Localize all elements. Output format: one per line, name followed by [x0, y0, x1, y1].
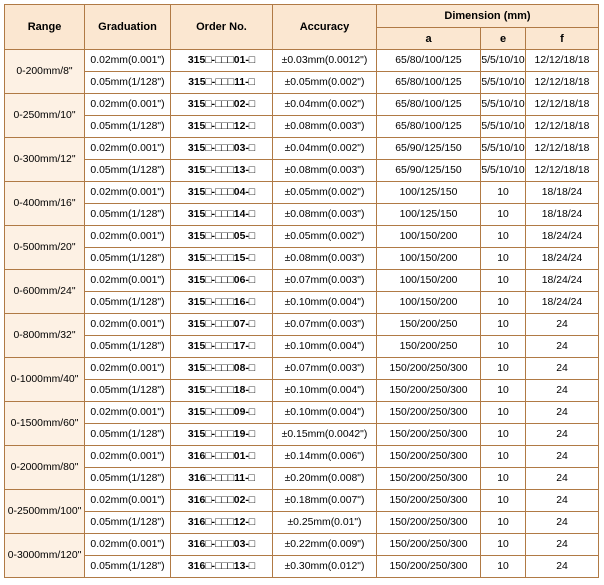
dimension-a-cell: 150/200/250/300 [377, 556, 481, 578]
dimension-a-cell: 150/200/250 [377, 314, 481, 336]
accuracy-cell: ±0.08mm(0.003") [273, 116, 377, 138]
accuracy-cell: ±0.07mm(0.003") [273, 314, 377, 336]
dimension-f-cell: 24 [526, 468, 599, 490]
dimension-e-cell: 10 [481, 292, 526, 314]
dimension-e-cell: 10 [481, 380, 526, 402]
dimension-e-cell: 10 [481, 226, 526, 248]
graduation-cell: 0.02mm(0.001") [85, 358, 171, 380]
dimension-f-header: f [526, 28, 599, 50]
table-row [5, 50, 599, 72]
table-row [5, 402, 599, 424]
dimension-e-cell: 10 [481, 270, 526, 292]
range-cell: 0-500mm/20" [5, 226, 85, 270]
table-body [5, 50, 599, 578]
dimension-e-cell: 5/5/10/10 [481, 160, 526, 182]
graduation-cell: 0.05mm(1/128") [85, 160, 171, 182]
range-cell: 0-300mm/12" [5, 138, 85, 182]
table-row [5, 226, 599, 248]
table-row [5, 116, 599, 138]
order-no-cell: 315□-□□□16-□ [171, 292, 273, 314]
dimension-f-cell: 12/12/18/18 [526, 72, 599, 94]
dimension-a-cell: 65/80/100/125 [377, 116, 481, 138]
dimension-a-cell: 150/200/250/300 [377, 490, 481, 512]
dimension-a-cell: 150/200/250/300 [377, 534, 481, 556]
graduation-cell: 0.05mm(1/128") [85, 556, 171, 578]
spec-table [4, 4, 599, 578]
table-row [5, 336, 599, 358]
dimension-a-cell: 100/150/200 [377, 226, 481, 248]
dimension-a-cell: 150/200/250/300 [377, 468, 481, 490]
dimension-e-cell: 10 [481, 336, 526, 358]
range-cell: 0-1000mm/40" [5, 358, 85, 402]
order-no-cell: 315□-□□□02-□ [171, 94, 273, 116]
graduation-cell: 0.05mm(1/128") [85, 248, 171, 270]
dimension-a-cell: 150/200/250/300 [377, 446, 481, 468]
order-no-cell: 315□-□□□11-□ [171, 72, 273, 94]
graduation-cell: 0.02mm(0.001") [85, 50, 171, 72]
range-cell: 0-800mm/32" [5, 314, 85, 358]
order-no-cell: 315□-□□□03-□ [171, 138, 273, 160]
accuracy-cell: ±0.04mm(0.002") [273, 94, 377, 116]
dimension-a-cell: 150/200/250/300 [377, 358, 481, 380]
range-cell: 0-250mm/10" [5, 94, 85, 138]
dimension-e-cell: 10 [481, 204, 526, 226]
range-cell: 0-3000mm/120" [5, 534, 85, 578]
graduation-cell: 0.02mm(0.001") [85, 490, 171, 512]
dimension-f-cell: 24 [526, 556, 599, 578]
dimension-f-cell: 12/12/18/18 [526, 160, 599, 182]
accuracy-cell: ±0.22mm(0.009") [273, 534, 377, 556]
order-no-cell: 316□-□□□02-□ [171, 490, 273, 512]
dimension-a-cell: 100/150/200 [377, 292, 481, 314]
dimension-f-cell: 24 [526, 402, 599, 424]
order-no-cell: 315□-□□□15-□ [171, 248, 273, 270]
dimension-e-cell: 10 [481, 446, 526, 468]
graduation-cell: 0.02mm(0.001") [85, 270, 171, 292]
table-row [5, 182, 599, 204]
dimension-a-cell: 150/200/250/300 [377, 380, 481, 402]
table-row [5, 534, 599, 556]
graduation-cell: 0.05mm(1/128") [85, 116, 171, 138]
dimension-a-cell: 65/90/125/150 [377, 138, 481, 160]
dimension-a-cell: 100/125/150 [377, 204, 481, 226]
dimension-f-cell: 24 [526, 314, 599, 336]
order-no-cell: 315□-□□□14-□ [171, 204, 273, 226]
order-no-cell: 316□-□□□13-□ [171, 556, 273, 578]
dimension-e-cell: 10 [481, 358, 526, 380]
accuracy-cell: ±0.25mm(0.01") [273, 512, 377, 534]
dimension-f-cell: 24 [526, 336, 599, 358]
dimension-a-header: a [377, 28, 481, 50]
dimension-f-cell: 18/24/24 [526, 270, 599, 292]
order-no-cell: 315□-□□□13-□ [171, 160, 273, 182]
graduation-cell: 0.05mm(1/128") [85, 468, 171, 490]
order-no-cell: 315□-□□□04-□ [171, 182, 273, 204]
range-cell: 0-2000mm/80" [5, 446, 85, 490]
accuracy-cell: ±0.10mm(0.004") [273, 380, 377, 402]
table-row [5, 204, 599, 226]
dimension-f-cell: 24 [526, 534, 599, 556]
dimension-f-cell: 18/18/24 [526, 204, 599, 226]
dimension-e-cell: 10 [481, 556, 526, 578]
dimension-a-cell: 100/150/200 [377, 248, 481, 270]
table-header [5, 5, 599, 50]
order-no-cell: 315□-□□□01-□ [171, 50, 273, 72]
dimension-a-cell: 65/80/100/125 [377, 72, 481, 94]
accuracy-cell: ±0.07mm(0.003") [273, 270, 377, 292]
order-no-cell: 315□-□□□09-□ [171, 402, 273, 424]
range-cell: 0-2500mm/100" [5, 490, 85, 534]
accuracy-cell: ±0.04mm(0.002") [273, 138, 377, 160]
accuracy-cell: ±0.15mm(0.0042") [273, 424, 377, 446]
dimension-e-header: e [481, 28, 526, 50]
order-no-cell: 315□-□□□17-□ [171, 336, 273, 358]
dimension-e-cell: 10 [481, 424, 526, 446]
dimension-e-cell: 5/5/10/10 [481, 116, 526, 138]
dimension-a-cell: 150/200/250/300 [377, 402, 481, 424]
dimension-a-cell: 150/200/250/300 [377, 512, 481, 534]
accuracy-cell: ±0.07mm(0.003") [273, 358, 377, 380]
table-row [5, 138, 599, 160]
dimension-e-cell: 5/5/10/10 [481, 138, 526, 160]
dimension-e-cell: 10 [481, 314, 526, 336]
graduation-cell: 0.05mm(1/128") [85, 336, 171, 358]
order-no-cell: 315□-□□□19-□ [171, 424, 273, 446]
order-no-header: Order No. [171, 5, 273, 50]
accuracy-cell: ±0.08mm(0.003") [273, 204, 377, 226]
dimension-f-cell: 24 [526, 512, 599, 534]
dimension-a-cell: 100/150/200 [377, 270, 481, 292]
table-row [5, 380, 599, 402]
range-cell: 0-200mm/8" [5, 50, 85, 94]
table-row [5, 490, 599, 512]
order-no-cell: 315□-□□□07-□ [171, 314, 273, 336]
accuracy-header: Accuracy [273, 5, 377, 50]
graduation-cell: 0.02mm(0.001") [85, 402, 171, 424]
dimension-f-cell: 12/12/18/18 [526, 116, 599, 138]
table-row [5, 446, 599, 468]
table-row [5, 314, 599, 336]
dimension-e-cell: 10 [481, 512, 526, 534]
dimension-a-cell: 65/90/125/150 [377, 160, 481, 182]
dimension-e-cell: 5/5/10/10 [481, 72, 526, 94]
dimension-e-cell: 10 [481, 402, 526, 424]
accuracy-cell: ±0.05mm(0.002") [273, 226, 377, 248]
dimension-a-cell: 100/125/150 [377, 182, 481, 204]
accuracy-cell: ±0.08mm(0.003") [273, 248, 377, 270]
accuracy-cell: ±0.30mm(0.012") [273, 556, 377, 578]
range-cell: 0-1500mm/60" [5, 402, 85, 446]
dimension-a-cell: 150/200/250 [377, 336, 481, 358]
accuracy-cell: ±0.10mm(0.004") [273, 402, 377, 424]
graduation-cell: 0.02mm(0.001") [85, 446, 171, 468]
dimension-f-cell: 12/12/18/18 [526, 94, 599, 116]
graduation-cell: 0.05mm(1/128") [85, 204, 171, 226]
order-no-cell: 316□-□□□03-□ [171, 534, 273, 556]
dimension-f-cell: 18/18/24 [526, 182, 599, 204]
accuracy-cell: ±0.10mm(0.004") [273, 336, 377, 358]
accuracy-cell: ±0.03mm(0.0012") [273, 50, 377, 72]
graduation-cell: 0.02mm(0.001") [85, 314, 171, 336]
graduation-cell: 0.05mm(1/128") [85, 72, 171, 94]
dimension-f-cell: 18/24/24 [526, 226, 599, 248]
order-no-cell: 315□-□□□05-□ [171, 226, 273, 248]
dimension-f-cell: 24 [526, 490, 599, 512]
range-header: Range [5, 5, 85, 50]
table-row [5, 160, 599, 182]
dimension-e-cell: 10 [481, 468, 526, 490]
order-no-cell: 316□-□□□11-□ [171, 468, 273, 490]
dimension-f-cell: 18/24/24 [526, 292, 599, 314]
dimension-f-cell: 24 [526, 358, 599, 380]
range-cell: 0-400mm/16" [5, 182, 85, 226]
order-no-cell: 315□-□□□18-□ [171, 380, 273, 402]
graduation-cell: 0.02mm(0.001") [85, 226, 171, 248]
order-no-cell: 316□-□□□01-□ [171, 446, 273, 468]
graduation-cell: 0.02mm(0.001") [85, 138, 171, 160]
order-no-cell: 316□-□□□12-□ [171, 512, 273, 534]
dimension-e-cell: 10 [481, 182, 526, 204]
accuracy-cell: ±0.20mm(0.008") [273, 468, 377, 490]
dimension-f-cell: 12/12/18/18 [526, 50, 599, 72]
dimension-a-cell: 65/80/100/125 [377, 94, 481, 116]
table-row [5, 424, 599, 446]
graduation-cell: 0.02mm(0.001") [85, 94, 171, 116]
graduation-cell: 0.05mm(1/128") [85, 380, 171, 402]
dimension-e-cell: 10 [481, 248, 526, 270]
graduation-cell: 0.02mm(0.001") [85, 534, 171, 556]
dimension-e-cell: 10 [481, 534, 526, 556]
range-cell: 0-600mm/24" [5, 270, 85, 314]
table-row [5, 468, 599, 490]
dimension-f-cell: 18/24/24 [526, 248, 599, 270]
dimension-e-cell: 5/5/10/10 [481, 94, 526, 116]
table-row [5, 292, 599, 314]
dimension-a-cell: 150/200/250/300 [377, 424, 481, 446]
dimension-f-cell: 12/12/18/18 [526, 138, 599, 160]
graduation-cell: 0.05mm(1/128") [85, 424, 171, 446]
accuracy-cell: ±0.10mm(0.004") [273, 292, 377, 314]
dimension-f-cell: 24 [526, 424, 599, 446]
dimension-e-cell: 5/5/10/10 [481, 50, 526, 72]
table-row [5, 72, 599, 94]
dimension-header: Dimension (mm) [377, 5, 599, 28]
table-row [5, 556, 599, 578]
dimension-f-cell: 24 [526, 446, 599, 468]
dimension-e-cell: 10 [481, 490, 526, 512]
order-no-cell: 315□-□□□12-□ [171, 116, 273, 138]
table-row [5, 358, 599, 380]
table-row [5, 94, 599, 116]
accuracy-cell: ±0.14mm(0.006") [273, 446, 377, 468]
table-row [5, 270, 599, 292]
graduation-cell: 0.05mm(1/128") [85, 292, 171, 314]
accuracy-cell: ±0.05mm(0.002") [273, 182, 377, 204]
accuracy-cell: ±0.05mm(0.002") [273, 72, 377, 94]
table-row [5, 512, 599, 534]
accuracy-cell: ±0.18mm(0.007") [273, 490, 377, 512]
order-no-cell: 315□-□□□08-□ [171, 358, 273, 380]
order-no-cell: 315□-□□□06-□ [171, 270, 273, 292]
accuracy-cell: ±0.08mm(0.003") [273, 160, 377, 182]
graduation-cell: 0.02mm(0.001") [85, 182, 171, 204]
spec-table-container [4, 4, 599, 578]
dimension-a-cell: 65/80/100/125 [377, 50, 481, 72]
graduation-cell: 0.05mm(1/128") [85, 512, 171, 534]
table-row [5, 248, 599, 270]
dimension-f-cell: 24 [526, 380, 599, 402]
graduation-header: Graduation [85, 5, 171, 50]
